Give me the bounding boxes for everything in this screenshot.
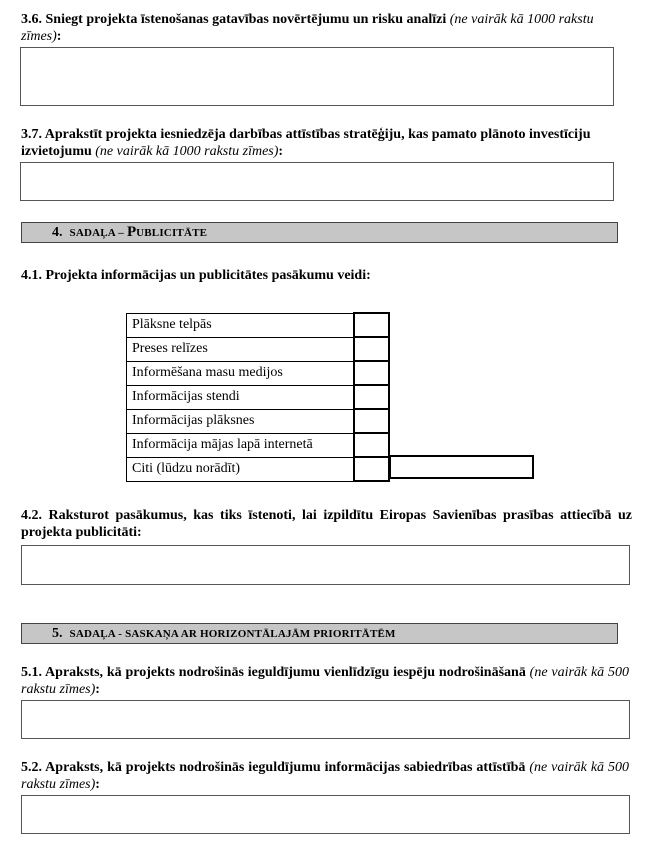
question-5-1-text: 5.1. Apraksts, kā projekts nodrošinās ieguldījumu vienlīdzīgu iespēju nodrošināšanā — [21, 665, 530, 680]
publicity-option-label: Citi (lūdzu norādīt) — [127, 457, 355, 481]
question-5-2-colon: : — [95, 777, 100, 792]
publicity-option-checkbox[interactable] — [354, 385, 389, 409]
publicity-options-table — [126, 312, 390, 482]
publicity-option-label: Plāksne telpās — [127, 313, 355, 337]
question-3-6-text: 3.6. Sniegt projekta īstenošanas gatavības novērtējumu un risku analīzi — [21, 12, 450, 27]
answer-field-5-2[interactable] — [21, 795, 630, 834]
answer-field-3-6[interactable] — [20, 47, 614, 106]
section-4-title — [52, 223, 207, 243]
question-3-7 — [21, 126, 616, 160]
section-5-title-text: SADAĻA - SASKAŅA AR HORIZONTĀLAJĀM PRIORITĀTĒM — [69, 628, 396, 640]
publicity-option-label: Preses relīzes — [127, 337, 355, 361]
publicity-option-checkbox[interactable] — [354, 457, 389, 481]
table-row — [127, 337, 390, 361]
question-4-1-text: 4.1. Projekta informācijas un publicitātes pasākumu veidi: — [21, 268, 371, 283]
publicity-option-label: Informācijas stendi — [127, 385, 355, 409]
table-row — [127, 385, 390, 409]
question-3-6-colon: : — [56, 29, 62, 44]
question-4-1 — [21, 267, 371, 284]
question-5-1 — [21, 664, 629, 698]
table-row — [127, 457, 390, 481]
question-4-2 — [21, 507, 632, 541]
section-4-title-a: SADAĻA – — [69, 227, 127, 239]
section-5-header — [21, 623, 618, 644]
question-5-2-note: (ne vairāk kā 500 rakstu zīmes) — [21, 760, 629, 792]
question-5-1-note: (ne vairāk kā 500 rakstu zīmes) — [21, 665, 630, 697]
question-3-7-note: (ne vairāk kā 1000 rakstu zīmes) — [95, 144, 279, 159]
question-3-7-text: 3.7. Aprakstīt projekta iesniedzēja darbības attīstības stratēģiju, kas pamato plānoto investīciju izvietojumu — [21, 127, 591, 159]
table-row — [127, 361, 390, 385]
question-3-7-colon: : — [278, 144, 284, 159]
answer-field-5-1[interactable] — [21, 700, 630, 739]
section-4-header — [21, 222, 618, 243]
table-row — [127, 409, 390, 433]
publicity-option-checkbox[interactable] — [354, 337, 389, 361]
section-4-title-c: UBLICITĀTE — [136, 227, 208, 239]
table-row — [127, 313, 390, 337]
section-5-number: 5. — [52, 626, 63, 641]
question-3-6-note: (ne vairāk kā 1000 rakstu zīmes) — [21, 12, 594, 44]
section-4-title-b: P — [126, 224, 137, 240]
publicity-option-checkbox[interactable] — [354, 433, 389, 457]
publicity-option-label: Informēšana masu medijos — [127, 361, 355, 385]
question-5-2 — [21, 759, 629, 793]
question-3-6 — [21, 11, 616, 45]
publicity-option-checkbox[interactable] — [354, 409, 389, 433]
question-5-1-colon: : — [95, 682, 100, 697]
question-4-2-text: 4.2. Raksturot pasākumus, kas tiks īstenoti, lai izpildītu Eiropas Savienības prasības attiecībā uz projekta publicitāti: — [21, 508, 632, 540]
section-4-number: 4. — [52, 225, 63, 240]
section-5-title — [52, 624, 396, 644]
answer-field-4-2[interactable] — [21, 545, 630, 585]
publicity-option-checkbox[interactable] — [354, 361, 389, 385]
publicity-option-label: Informācijas plāksnes — [127, 409, 355, 433]
publicity-option-checkbox[interactable] — [354, 313, 389, 337]
answer-field-3-7[interactable] — [20, 162, 614, 201]
publicity-option-label: Informācija mājas lapā internetā — [127, 433, 355, 457]
table-row — [127, 433, 390, 457]
question-5-2-text: 5.2. Apraksts, kā projekts nodrošinās ieguldījumu informācijas sabiedrības attīstībā — [21, 760, 530, 775]
other-specify-field[interactable] — [389, 455, 534, 479]
